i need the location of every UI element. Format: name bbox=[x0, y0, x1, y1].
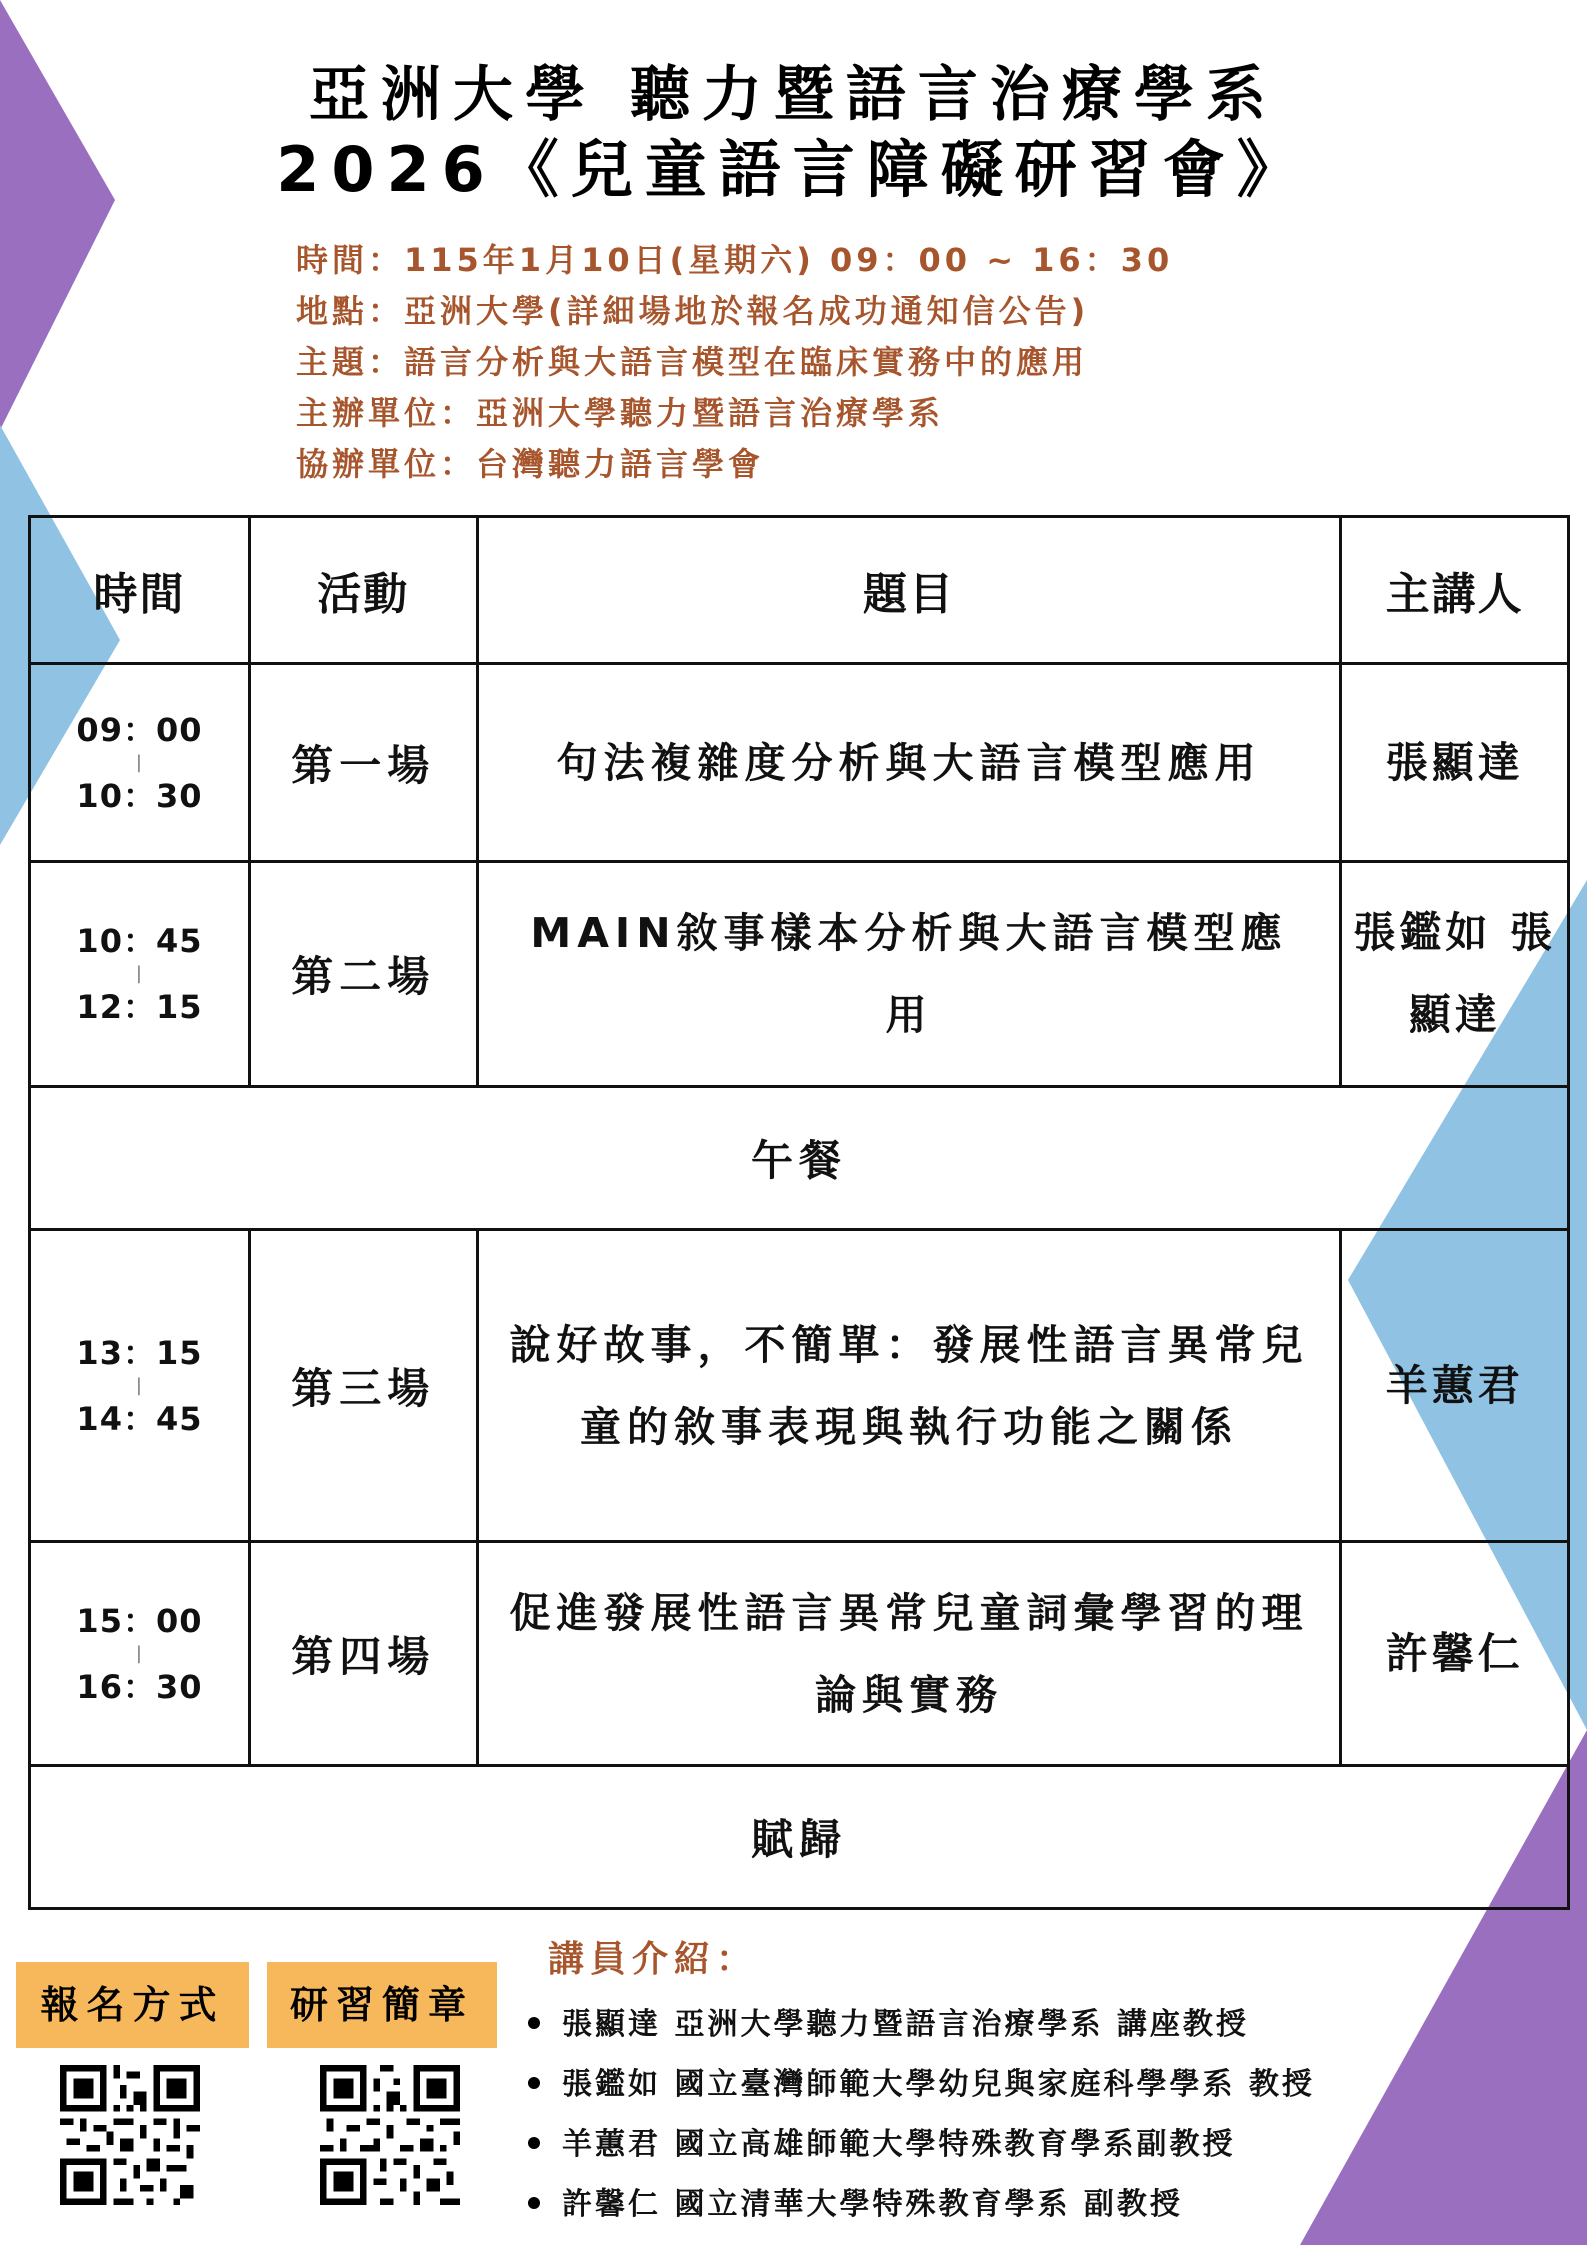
speakers-heading: 講員介紹： bbox=[548, 1939, 759, 1980]
poster-title-line1: 亞洲大學 聽力暨語言治療學系 bbox=[309, 60, 1278, 130]
session-end: 14：45 bbox=[76, 1399, 203, 1438]
session-start: 09：00 bbox=[76, 710, 203, 749]
header-speaker: 主講人 bbox=[1341, 517, 1569, 664]
session-activity: 第二場 bbox=[249, 862, 477, 1087]
session-topic: 促進發展性語言異常兒童詞彙學習的理論與實務 bbox=[477, 1542, 1341, 1766]
lunch-row bbox=[30, 1087, 1569, 1230]
speaker-entry: 張顯達 亞洲大學聽力暨語言治療學系 講座教授 bbox=[562, 2007, 1249, 2042]
bullet-icon bbox=[528, 2017, 540, 2029]
session-start: 10：45 bbox=[76, 922, 203, 960]
table-header-row bbox=[30, 517, 1569, 664]
event-location: 地點：亞洲大學(詳細場地於報名成功通知信公告) bbox=[296, 292, 1090, 330]
list-item bbox=[520, 2055, 1315, 2115]
bullet-icon bbox=[528, 2137, 540, 2149]
schedule-table bbox=[28, 515, 1570, 1910]
event-theme: 主題：語言分析與大語言模型在臨床實務中的應用 bbox=[296, 343, 1089, 381]
session-topic: MAIN敘事樣本分析與大語言模型應用 bbox=[477, 862, 1341, 1087]
brochure-button[interactable]: 研習簡章 bbox=[267, 1962, 497, 2048]
table-row bbox=[30, 1542, 1569, 1766]
list-item bbox=[520, 2175, 1315, 2235]
dismissal: 賦歸 bbox=[30, 1766, 1569, 1909]
bullet-icon bbox=[528, 2197, 540, 2209]
table-row bbox=[30, 664, 1569, 862]
time-separator: | bbox=[135, 963, 143, 984]
event-co-organizer: 協辦單位：台灣聽力語言學會 bbox=[296, 445, 765, 483]
table-row bbox=[30, 862, 1569, 1087]
brochure-qr-code[interactable] bbox=[320, 2065, 460, 2205]
speaker-entry: 張鑑如 國立臺灣師範大學幼兒與家庭科學學系 教授 bbox=[562, 2067, 1315, 2102]
poster-title-line2: 2026《兒童語言障礙研習會》 bbox=[276, 133, 1311, 206]
registration-button[interactable]: 報名方式 bbox=[16, 1962, 249, 2048]
session-end: 10：30 bbox=[76, 776, 203, 815]
session-speaker: 張顯達 bbox=[1341, 664, 1569, 862]
list-item bbox=[520, 2115, 1315, 2175]
bullet-icon bbox=[528, 2077, 540, 2089]
speaker-entry: 羊蕙君 國立高雄師範大學特殊教育學系副教授 bbox=[562, 2127, 1236, 2162]
session-end: 16：30 bbox=[76, 1667, 203, 1706]
session-activity: 第四場 bbox=[249, 1542, 477, 1766]
header-time: 時間 bbox=[30, 517, 250, 664]
session-end: 12：15 bbox=[76, 988, 203, 1026]
speaker-entry: 許馨仁 國立清華大學特殊教育學系 副教授 bbox=[562, 2187, 1183, 2222]
session-topic: 句法複雜度分析與大語言模型應用 bbox=[477, 664, 1341, 862]
header-activity: 活動 bbox=[249, 517, 477, 664]
session-activity: 第三場 bbox=[249, 1230, 477, 1542]
session-activity: 第一場 bbox=[249, 664, 477, 862]
session-start: 15：00 bbox=[76, 1601, 203, 1640]
session-time bbox=[30, 1542, 250, 1766]
time-separator: | bbox=[135, 1642, 143, 1664]
session-speaker: 羊蕙君 bbox=[1341, 1230, 1569, 1542]
session-speaker: 許馨仁 bbox=[1341, 1542, 1569, 1766]
table-row bbox=[30, 1230, 1569, 1542]
session-start: 13：15 bbox=[76, 1333, 203, 1372]
event-organizer: 主辦單位：亞洲大學聽力暨語言治療學系 bbox=[296, 394, 945, 432]
session-topic: 說好故事，不簡單：發展性語言異常兒童的敘事表現與執行功能之關係 bbox=[477, 1230, 1341, 1542]
dismiss-row bbox=[30, 1766, 1569, 1909]
session-speaker: 張鑑如 張顯達 bbox=[1341, 862, 1569, 1087]
time-separator: | bbox=[135, 751, 143, 773]
speakers-list bbox=[520, 1995, 1315, 2235]
event-time: 時間：115年1月10日(星期六) 09：00 ~ 16：30 bbox=[296, 241, 1174, 279]
session-time bbox=[30, 862, 250, 1087]
event-info bbox=[296, 235, 1173, 490]
lunch-break: 午餐 bbox=[30, 1087, 1569, 1230]
time-separator: | bbox=[135, 1374, 143, 1396]
header-topic: 題目 bbox=[477, 517, 1341, 664]
session-time bbox=[30, 664, 250, 862]
session-time bbox=[30, 1230, 250, 1542]
list-item bbox=[520, 1995, 1315, 2055]
registration-qr-code[interactable] bbox=[60, 2065, 200, 2205]
